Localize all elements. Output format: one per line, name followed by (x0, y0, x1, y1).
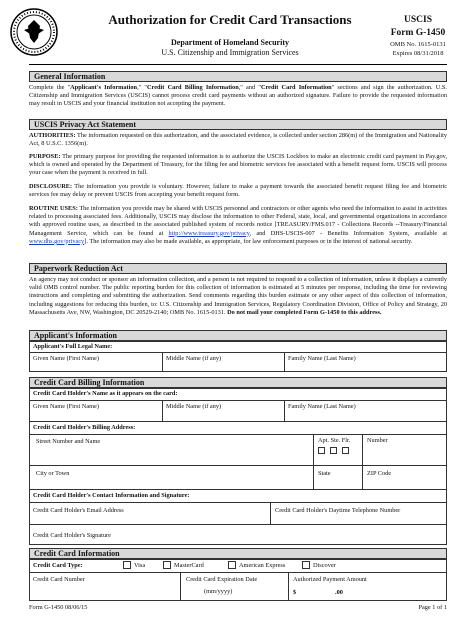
card-type-label: Credit Card Type: (33, 562, 83, 569)
phone-field[interactable]: Credit Card Holder's Daytime Telephone Number (275, 507, 401, 514)
privacy-heading: USCIS Privacy Act Statement (29, 119, 447, 130)
footer-form-date: Form G-1450 08/06/15 (29, 604, 88, 611)
visa-label: Visa (134, 562, 146, 569)
expiration-date: Expires 08/31/2018 (392, 50, 444, 57)
dollar-sign: $ (293, 589, 297, 596)
expiration-field[interactable]: Credit Card Expiration Date (186, 576, 258, 583)
form-title: Authorization for Credit Card Transactions (108, 12, 352, 27)
zip-field[interactable]: ZIP Code (367, 470, 392, 477)
state-field[interactable]: State (318, 470, 331, 477)
card-number-field[interactable]: Credit Card Number (33, 576, 85, 583)
purpose-text: PURPOSE: The primary purpose for providing the requested information is to authorize the USCIS Lockbox to make an electronic credit card payment in Pay.gov, which is owned and operated by the Department of Treasury, for the filing fee and biometric services fee associated with a benefit request form. USCIS will process your case when the payment is received in full. (29, 153, 447, 177)
holder-name-label: Credit Card Holder's Name as it appears on the card: (33, 390, 178, 397)
billing-address-label: Credit Card Holder's Billing Address: (33, 424, 136, 431)
uscis-label: USCIS (404, 15, 432, 25)
unit-number-field[interactable]: Number (367, 437, 388, 444)
holder-family-name-field[interactable]: Family Name (Last Name) (288, 403, 356, 410)
applicant-middle-name-field[interactable]: Middle Name (if any) (166, 355, 222, 362)
amount-label: Authorized Payment Amount (293, 576, 367, 583)
discover-checkbox[interactable] (302, 561, 310, 569)
card-heading: Credit Card Information (29, 548, 447, 559)
authorities-text: AUTHORITIES: The information requested on this authorization, and the associated evidence, is collected under section 286(m) of the Immigration and Nationality Act, 8 U.S.C. 1356(m). (29, 132, 447, 148)
treasury-privacy-link[interactable]: http://www.treasury.gov/privacy (168, 229, 250, 237)
applicant-given-name-field[interactable]: Given Name (First Name) (33, 355, 99, 362)
dhs-privacy-link[interactable]: www.dhs.gov/privacy (29, 237, 85, 245)
expiration-format: (mm/yyyy) (204, 588, 233, 595)
billing-box (29, 388, 447, 545)
footer-page-number: Page 1 of 1 (418, 604, 447, 611)
header-divider (29, 64, 447, 65)
amex-checkbox[interactable] (228, 561, 236, 569)
holder-middle-name-field[interactable]: Middle Name (if any) (166, 403, 222, 410)
mastercard-checkbox[interactable] (163, 561, 171, 569)
ste-checkbox[interactable] (330, 447, 337, 454)
form-number: Form G-1450 (390, 28, 446, 38)
city-field[interactable]: City or Town (36, 470, 70, 477)
email-field[interactable]: Credit Card Holder's Email Address (33, 507, 124, 514)
paperwork-heading: Paperwork Reduction Act (29, 263, 447, 274)
general-info-heading: General Information (29, 71, 447, 82)
dhs-seal-icon (10, 8, 58, 56)
street-field[interactable]: Street Number and Name (36, 438, 101, 445)
applicant-family-name-field[interactable]: Family Name (Last Name) (288, 355, 356, 362)
agency-name: U.S. Citizenship and Immigration Services (161, 48, 299, 57)
mastercard-label: MasterCard (174, 562, 204, 569)
applicant-full-name-label: Applicant's Full Legal Name: (33, 343, 113, 350)
applicant-heading: Applicant's Information (29, 330, 447, 341)
routine-uses-text: ROUTINE USES: The information you provide may be shared with USCIS personnel and contractors or other agents who need the information to assist in activities related to processing associated fees. Additionally, USCIS may disclose the information to other Federal, state, local, and governmental organizations in accordance with approved routine uses, as described in the associated published system of records notice [TREASURY/FMS.017 - Collections Records --Treasury/Financial Management Service, which can be found at http://www.treasury.gov/privacy, and DHS-USCIS-007 - Benefits Information System, available at www.dhs.gov/privacy]. The information may also be made available, as appropriate, for law enforcement purposes or in the interest of national security. (29, 205, 447, 245)
department-name: Department of Homeland Security (171, 38, 289, 47)
amount-field[interactable]: .00 (335, 589, 343, 596)
disclosure-text: DISCLOSURE: The information you provide is voluntary. However, failure to make a payment towards the associated benefit request filing fee and biometric services fee may delay or prevent USCIS from accepting your benefit request form. (29, 183, 447, 199)
apt-label: Apt. Ste. Flr. (318, 437, 351, 444)
paperwork-text: An agency may not conduct or sponsor an information collection, and a person is not required to respond to a collection of information, unless it displays a currently valid OMB control number. The public reporting burden for this collection of information is estimated at 5 minutes per response, including the time for reviewing instructions and completing and submitting the authorization. Send comments regarding this burden estimate or any other aspect of this collection of information, including suggestions for reducing this burden, to: U.S. Citizenship and Immigration Services, Regulatory Coordination Division, Office of Policy and Strategy, 20 Massachusetts Ave, NW, Washington, DC 20529-2140; OMB No. 1615-0131. Do not mail your completed Form G-1450 to this address. (29, 276, 447, 316)
apt-checkbox[interactable] (318, 447, 325, 454)
signature-field[interactable]: Credit Card Holder's Signature (33, 532, 111, 539)
general-info-text: Complete the "Applicant's Information," "Credit Card Billing Information," and "Credit Card Information" sections and sign the authorization. U.S. Citizenship and Immigration Services (USCIS) cannot process credit card payments without an authorized signature. Failure to provide the requested information may result in USCIS and your financial institution not accepting the payment. (29, 84, 447, 108)
holder-given-name-field[interactable]: Given Name (First Name) (33, 403, 99, 410)
amex-label: American Express (239, 562, 286, 569)
visa-checkbox[interactable] (123, 561, 131, 569)
flr-checkbox[interactable] (342, 447, 349, 454)
contact-label: Credit Card Holder's Contact Information and Signature: (33, 492, 190, 499)
discover-label: Discover (313, 562, 336, 569)
billing-heading: Credit Card Billing Information (29, 377, 447, 388)
omb-number: OMB No. 1615-0131 (390, 41, 446, 48)
